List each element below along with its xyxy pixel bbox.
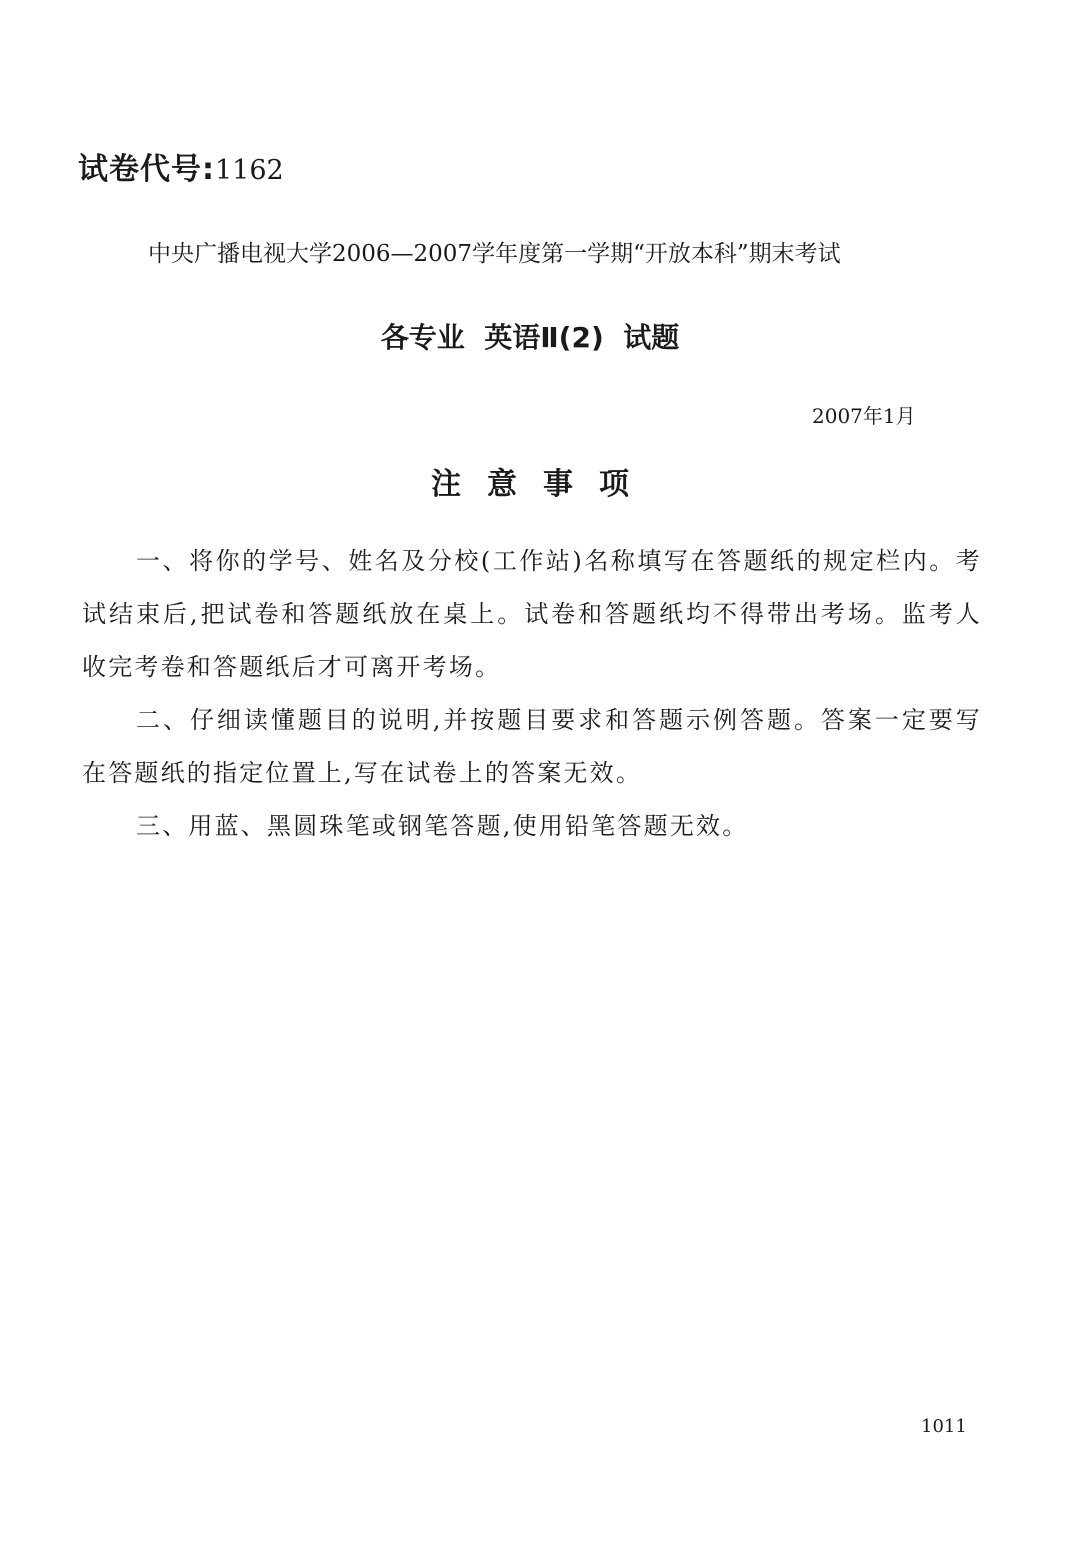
exam-date: 2007年1月 (812, 404, 916, 428)
exam-subject-title: 各专业 英语Ⅱ(2) 试题 (380, 321, 680, 354)
notice-title: 注意事项 (431, 467, 655, 502)
notice-list (82, 535, 982, 853)
paper-code-label: 试卷代号: (78, 152, 215, 187)
page-number: 1011 (921, 1416, 967, 1437)
notice-item: 一、将你的学号、姓名及分校(工作站)名称填写在答题纸的规定栏内。考试结束后,把试卷和答题纸放在桌上。试卷和答题纸均不得带出考场。监考人收完考卷和答题纸后才可离开考场。 (82, 547, 982, 681)
paper-code (78, 148, 284, 193)
notice-item: 三、用蓝、黑圆珠笔或钢笔答题,使用铅笔答题无效。 (136, 812, 749, 840)
exam-school-line: 中央广播电视大学2006—2007学年度第一学期“开放本科”期末考试 (148, 241, 841, 267)
paper-code-number: 1162 (215, 155, 284, 186)
notice-item: 二、仔细读懂题目的说明,并按题目要求和答题示例答题。答案一定要写在答题纸的指定位置上,写在试卷上的答案无效。 (82, 706, 982, 787)
